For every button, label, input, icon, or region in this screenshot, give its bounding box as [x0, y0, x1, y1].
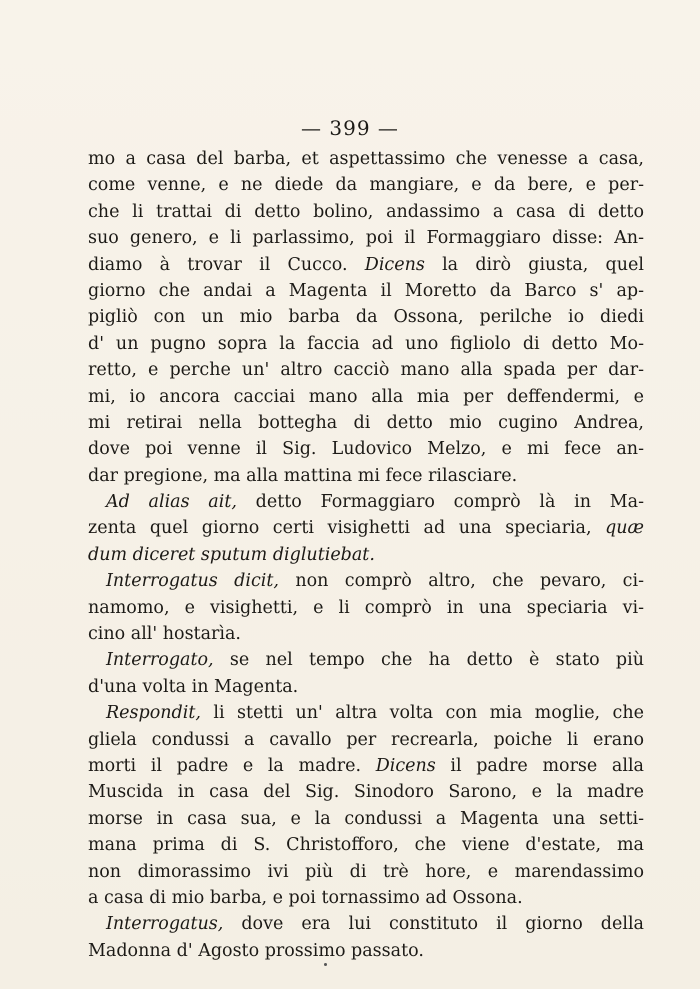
text-line [88, 621, 644, 647]
text-line [88, 199, 644, 225]
text-run: gliela condussi a cavallo per recrearla, poiche li erano [88, 729, 644, 750]
text-run: suo genero, e li parlassimo, poi il Formaggiaro disse: An- [88, 228, 644, 249]
text-run: mi retirai nella bottegha di detto mio cugino Andrea, [88, 412, 644, 433]
text-line [88, 436, 644, 462]
text-run: come venne, e ne diede da mangiare, e da bere, e per- [88, 175, 644, 196]
text-run: dar pregione, ma alla mattina mi fece rilasciare. [88, 465, 518, 486]
text-line [88, 225, 644, 251]
text-run: morse in casa sua, e la condussi a Magenta una setti- [88, 808, 644, 829]
text-run: la dirò giusta, quel [424, 254, 644, 275]
text-line [88, 568, 644, 594]
text-run: mana prima di S. Christofforo, che viene d'estate, ma [88, 835, 644, 856]
text-line [88, 252, 644, 278]
text-run: Madonna d' Agosto prossimo passato. [88, 940, 424, 961]
italic-phrase: Dicens [375, 755, 436, 776]
text-line [88, 489, 644, 515]
text-line [88, 146, 644, 172]
text-line [88, 859, 644, 885]
text-run: namomo, e visighetti, e li comprò in una speciaria vi- [88, 597, 644, 618]
text-line [88, 278, 644, 304]
text-run: a casa di mio barba, e poi tornassimo ad Ossona. [88, 887, 523, 908]
text-line [88, 647, 644, 673]
text-run: Muscida in casa del Sig. Sinodoro Sarono, e la madre [88, 782, 644, 803]
text-run: cino all' hostarìa. [88, 624, 241, 645]
text-run: detto Formaggiaro comprò là in Ma- [236, 492, 645, 513]
italic-phrase: Interrogatus dicit, [106, 571, 279, 592]
text-run: d'una volta in Magenta. [88, 676, 299, 697]
italic-phrase: quæ [605, 518, 644, 539]
text-run: mo a casa del barba, et aspettassimo che venesse a casa, [88, 149, 644, 169]
text-run: retto, e perche un' altro cacciò mano alla spada per dar- [88, 360, 644, 381]
text-line [88, 885, 644, 911]
text-run: giorno che andai a Magenta il Moretto da Barco s' ap- [88, 280, 644, 301]
text-line [88, 384, 644, 410]
italic-phrase: Dicens [364, 254, 425, 275]
text-run: mi, io ancora cacciai mano alla mia per deffendermi, e [88, 386, 644, 407]
text-line [88, 595, 644, 621]
italic-phrase: Respondit, [106, 703, 201, 724]
text-run: che li trattai di detto bolino, andassimo a casa di detto [88, 201, 644, 222]
text-run: dove poi venne il Sig. Ludovico Melzo, e mi fece an- [88, 439, 644, 460]
text-run: non dimorassimo ivi più di trè hore, e marendassimo [88, 861, 644, 882]
italic-phrase: Ad alias ait, [106, 492, 237, 513]
text-line [88, 410, 644, 436]
text-run: non comprò altro, che pevaro, ci- [278, 571, 644, 592]
text-run: se nel tempo che ha detto è stato più [213, 650, 644, 671]
text-line [88, 304, 644, 330]
text-line [88, 515, 644, 541]
text-line [88, 700, 644, 726]
italic-phrase: Interrogatus, [106, 914, 224, 935]
text-line [88, 832, 644, 858]
text-line [88, 727, 644, 753]
text-run: dove era lui constituto il giorno della [223, 914, 644, 935]
text-run: d' un pugno sopra la faccia ad uno figliolo di detto Mo- [88, 333, 644, 354]
text-line [88, 753, 644, 779]
text-line [88, 463, 644, 489]
body-text [88, 146, 644, 964]
text-line [88, 779, 644, 805]
text-line [88, 938, 644, 964]
text-run: diamo à trovar il Cucco. [88, 254, 365, 275]
page-number: — 399 — [301, 116, 399, 140]
text-line [88, 674, 644, 700]
text-run: morti il padre e la madre. [88, 755, 376, 776]
text-line [88, 357, 644, 383]
text-line [88, 911, 644, 937]
text-line [88, 806, 644, 832]
text-line [88, 542, 644, 568]
text-run: pigliò con un mio barba da Ossona, perilche io diedi [88, 307, 644, 328]
text-run: li stetti un' altra volta con mia moglie, che [200, 703, 644, 724]
text-line [88, 172, 644, 198]
italic-phrase: dum diceret sputum diglutiebat. [88, 544, 375, 565]
italic-phrase: Interrogato, [106, 650, 214, 671]
print-speck [324, 963, 327, 966]
text-line [88, 331, 644, 357]
text-run: il padre morse alla [435, 755, 644, 776]
text-run: zenta quel giorno certi visighetti ad una speciaria, [88, 518, 606, 539]
